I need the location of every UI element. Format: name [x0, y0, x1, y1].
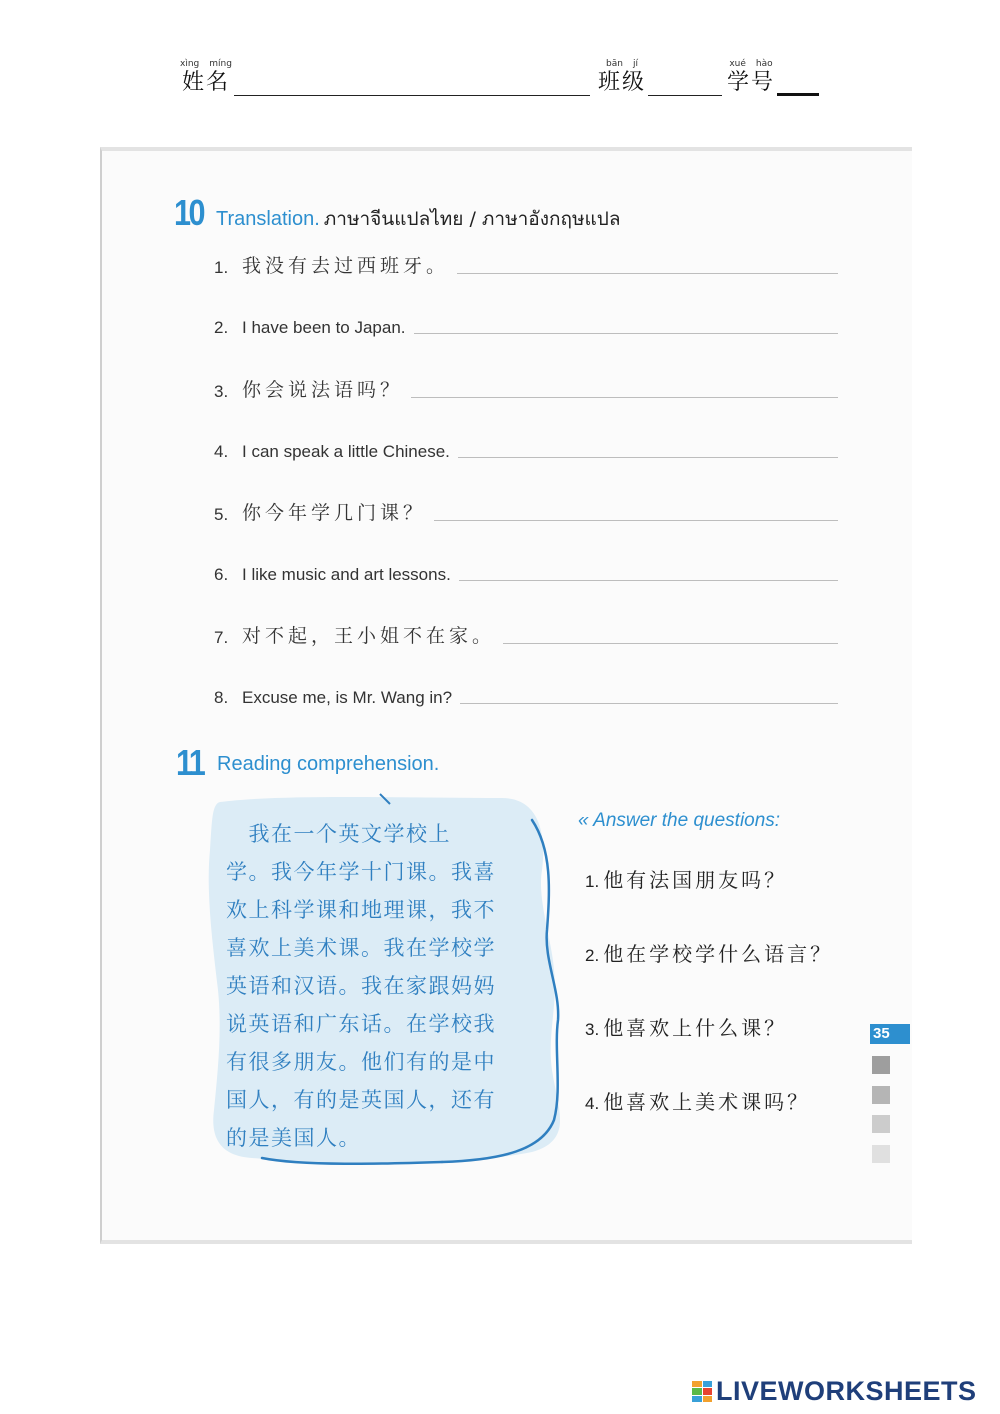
comprehension-question-4: 4. 他喜欢上美术课吗？ [585, 1090, 811, 1114]
number-field [727, 58, 819, 96]
name-field [180, 58, 590, 96]
answer-line[interactable] [458, 456, 838, 458]
liveworksheets-logo [692, 1376, 977, 1407]
translation-item-5: 5. 你今年学几门课？ [214, 495, 838, 525]
answer-line[interactable] [414, 332, 838, 334]
number-pinyin: xué hào [729, 59, 773, 69]
section-11-title: Reading comprehension. [217, 753, 440, 775]
section-10-number: 10 [174, 192, 203, 233]
name-blank[interactable] [234, 69, 590, 96]
translation-item-6: 6. I like music and art lessons. [214, 555, 838, 585]
comprehension-question-2: 2. 他在学校学什么语言？ [585, 942, 834, 966]
answer-line[interactable] [457, 272, 838, 274]
page-tab-square [872, 1115, 890, 1133]
answer-line[interactable] [503, 642, 838, 644]
class-blank[interactable] [648, 69, 722, 96]
answer-line[interactable] [411, 396, 838, 398]
section-10-subtitle: ภาษาจีนแปลไทย / ภาษาอังกฤษแปล [323, 208, 621, 230]
translation-item-2: 2. I have been to Japan. [214, 308, 838, 338]
liveworksheets-logo-icon [692, 1381, 712, 1403]
liveworksheets-brand: LIVEWORKSHEETS [716, 1376, 977, 1406]
translation-item-8: 8. Excuse me, is Mr. Wang in? [214, 678, 838, 708]
reading-passage: 我在一个英文学校上 学。我今年学十门课。我喜 欢上科学课和地理课，我不 喜欢上美术课。我在学校学 英语和汉语。我在家跟妈妈 说英语和广东话。在学校我 有很多朋友。他们有的是中 国人，有的是英国人，还有 的是美国人。 [226, 822, 496, 1150]
name-label: xìng míng 姓名 [180, 59, 232, 95]
class-label: bān jí 班级 [598, 59, 647, 95]
section-11-number: 11 [176, 742, 204, 783]
translation-item-7: 7. 对不起，王小姐不在家。 [214, 618, 838, 648]
class-field [598, 58, 722, 96]
page-tab-square [872, 1145, 890, 1163]
answer-line[interactable] [434, 519, 838, 521]
page-tab-square [872, 1086, 890, 1104]
translation-item-1: 1. 我没有去过西班牙。 [214, 248, 838, 278]
section-10-title: Translation. ภาษาจีนแปลไทย / ภาษาอังกฤษแปล [216, 208, 621, 230]
answer-line[interactable] [459, 579, 838, 581]
number-label: xué hào 学号 [727, 59, 776, 95]
answer-questions-heading: « Answer the questions: [578, 810, 781, 831]
page-number-tab: 35 [870, 1024, 910, 1044]
translation-item-3: 3. 你会说法语吗？ [214, 372, 838, 402]
answer-line[interactable] [460, 702, 838, 704]
translation-item-4: 4. I can speak a little Chinese. [214, 432, 838, 462]
number-blank[interactable] [777, 67, 819, 96]
comprehension-question-1: 1. 他有法国朋友吗？ [585, 868, 788, 892]
name-pinyin: xìng míng [180, 59, 232, 69]
class-pinyin: bān jí [606, 59, 638, 69]
comprehension-question-3: 3. 他喜欢上什么课？ [585, 1016, 788, 1040]
page-tab-square [872, 1056, 890, 1074]
